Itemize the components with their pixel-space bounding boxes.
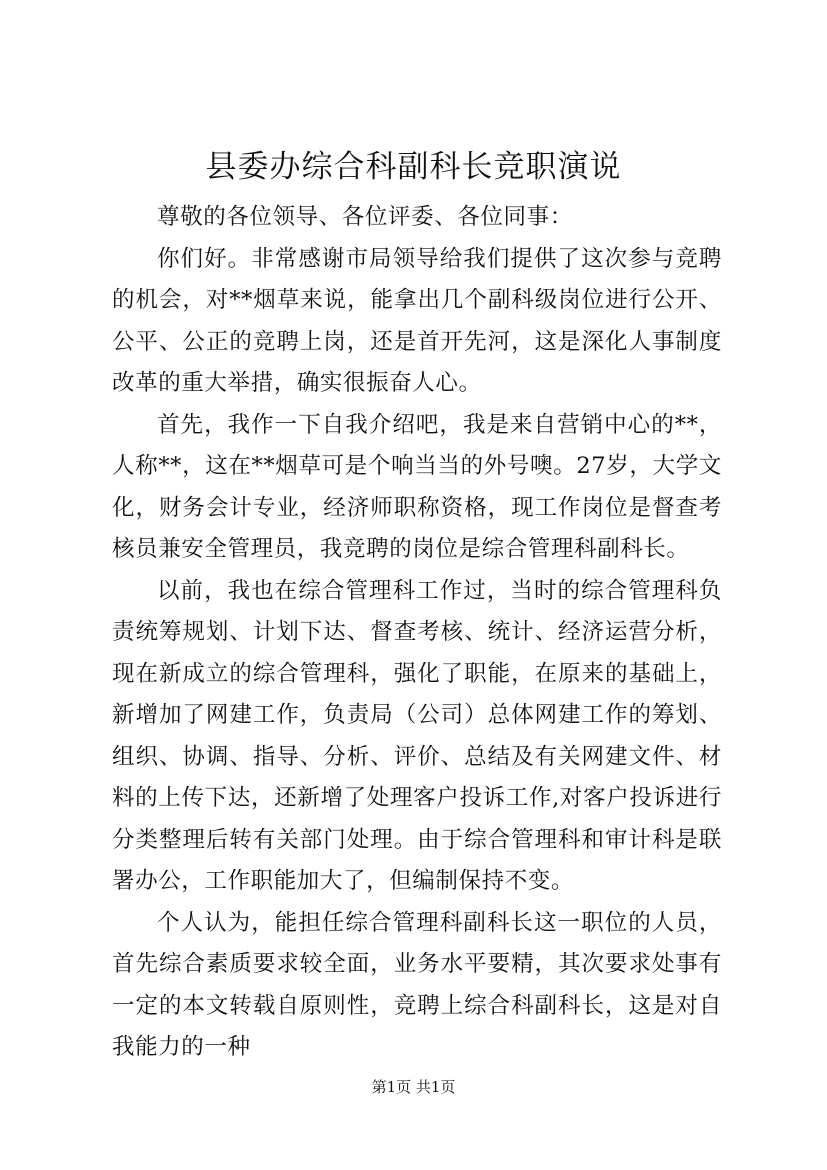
body-paragraph-1: 你们好。非常感谢市局领导给我们提供了这次参与竞聘的机会，对**烟草来说，能拿出几个副科级岗位进行公开、公平、公正的竞聘上岗，还是首开先河，这是深化人事制度改革的重大举措，确实很振奋人心。 bbox=[112, 245, 722, 396]
document-title: 县委办综合科副科长竞职演说 bbox=[205, 149, 622, 185]
document-body bbox=[112, 197, 722, 1069]
body-paragraph-4: 个人认为，能担任综合管理科副科长这一职位的人员，首先综合素质要求较全面，业务水平要精，其次要求处事有一定的本文转载自原则性，竞聘上综合科副科长，这是对自我能力的一种 bbox=[112, 909, 722, 1060]
page-footer: 第1页 共1页 bbox=[371, 1078, 456, 1096]
body-paragraph-2: 首先，我作一下自我介绍吧，我是来自营销中心的**，人称**，这在**烟草可是个响当当的外号噢。27岁，大学文化，财务会计专业，经济师职称资格，现工作岗位是督查考核员兼安全管理员，我竞聘的岗位是综合管理科副科长。 bbox=[112, 411, 722, 562]
greeting-paragraph: 尊敬的各位领导、各位评委、各位同事： bbox=[157, 204, 573, 230]
body-paragraph-3: 以前，我也在综合管理科工作过，当时的综合管理科负责统筹规划、计划下达、督查考核、统计、经济运营分析，现在新成立的综合管理科，强化了职能，在原来的基础上，新增加了网建工作，负责局（公司）总体网建工作的筹划、组织、协调、指导、分析、评价、总结及有关网建文件、材料的上传下达，还新增了处理客户投诉工作,对客户投诉进行分类整理后转有关部门处理。由于综合管理科和审计科是联署办公，工作职能加大了，但编制保持不变。 bbox=[112, 577, 722, 894]
